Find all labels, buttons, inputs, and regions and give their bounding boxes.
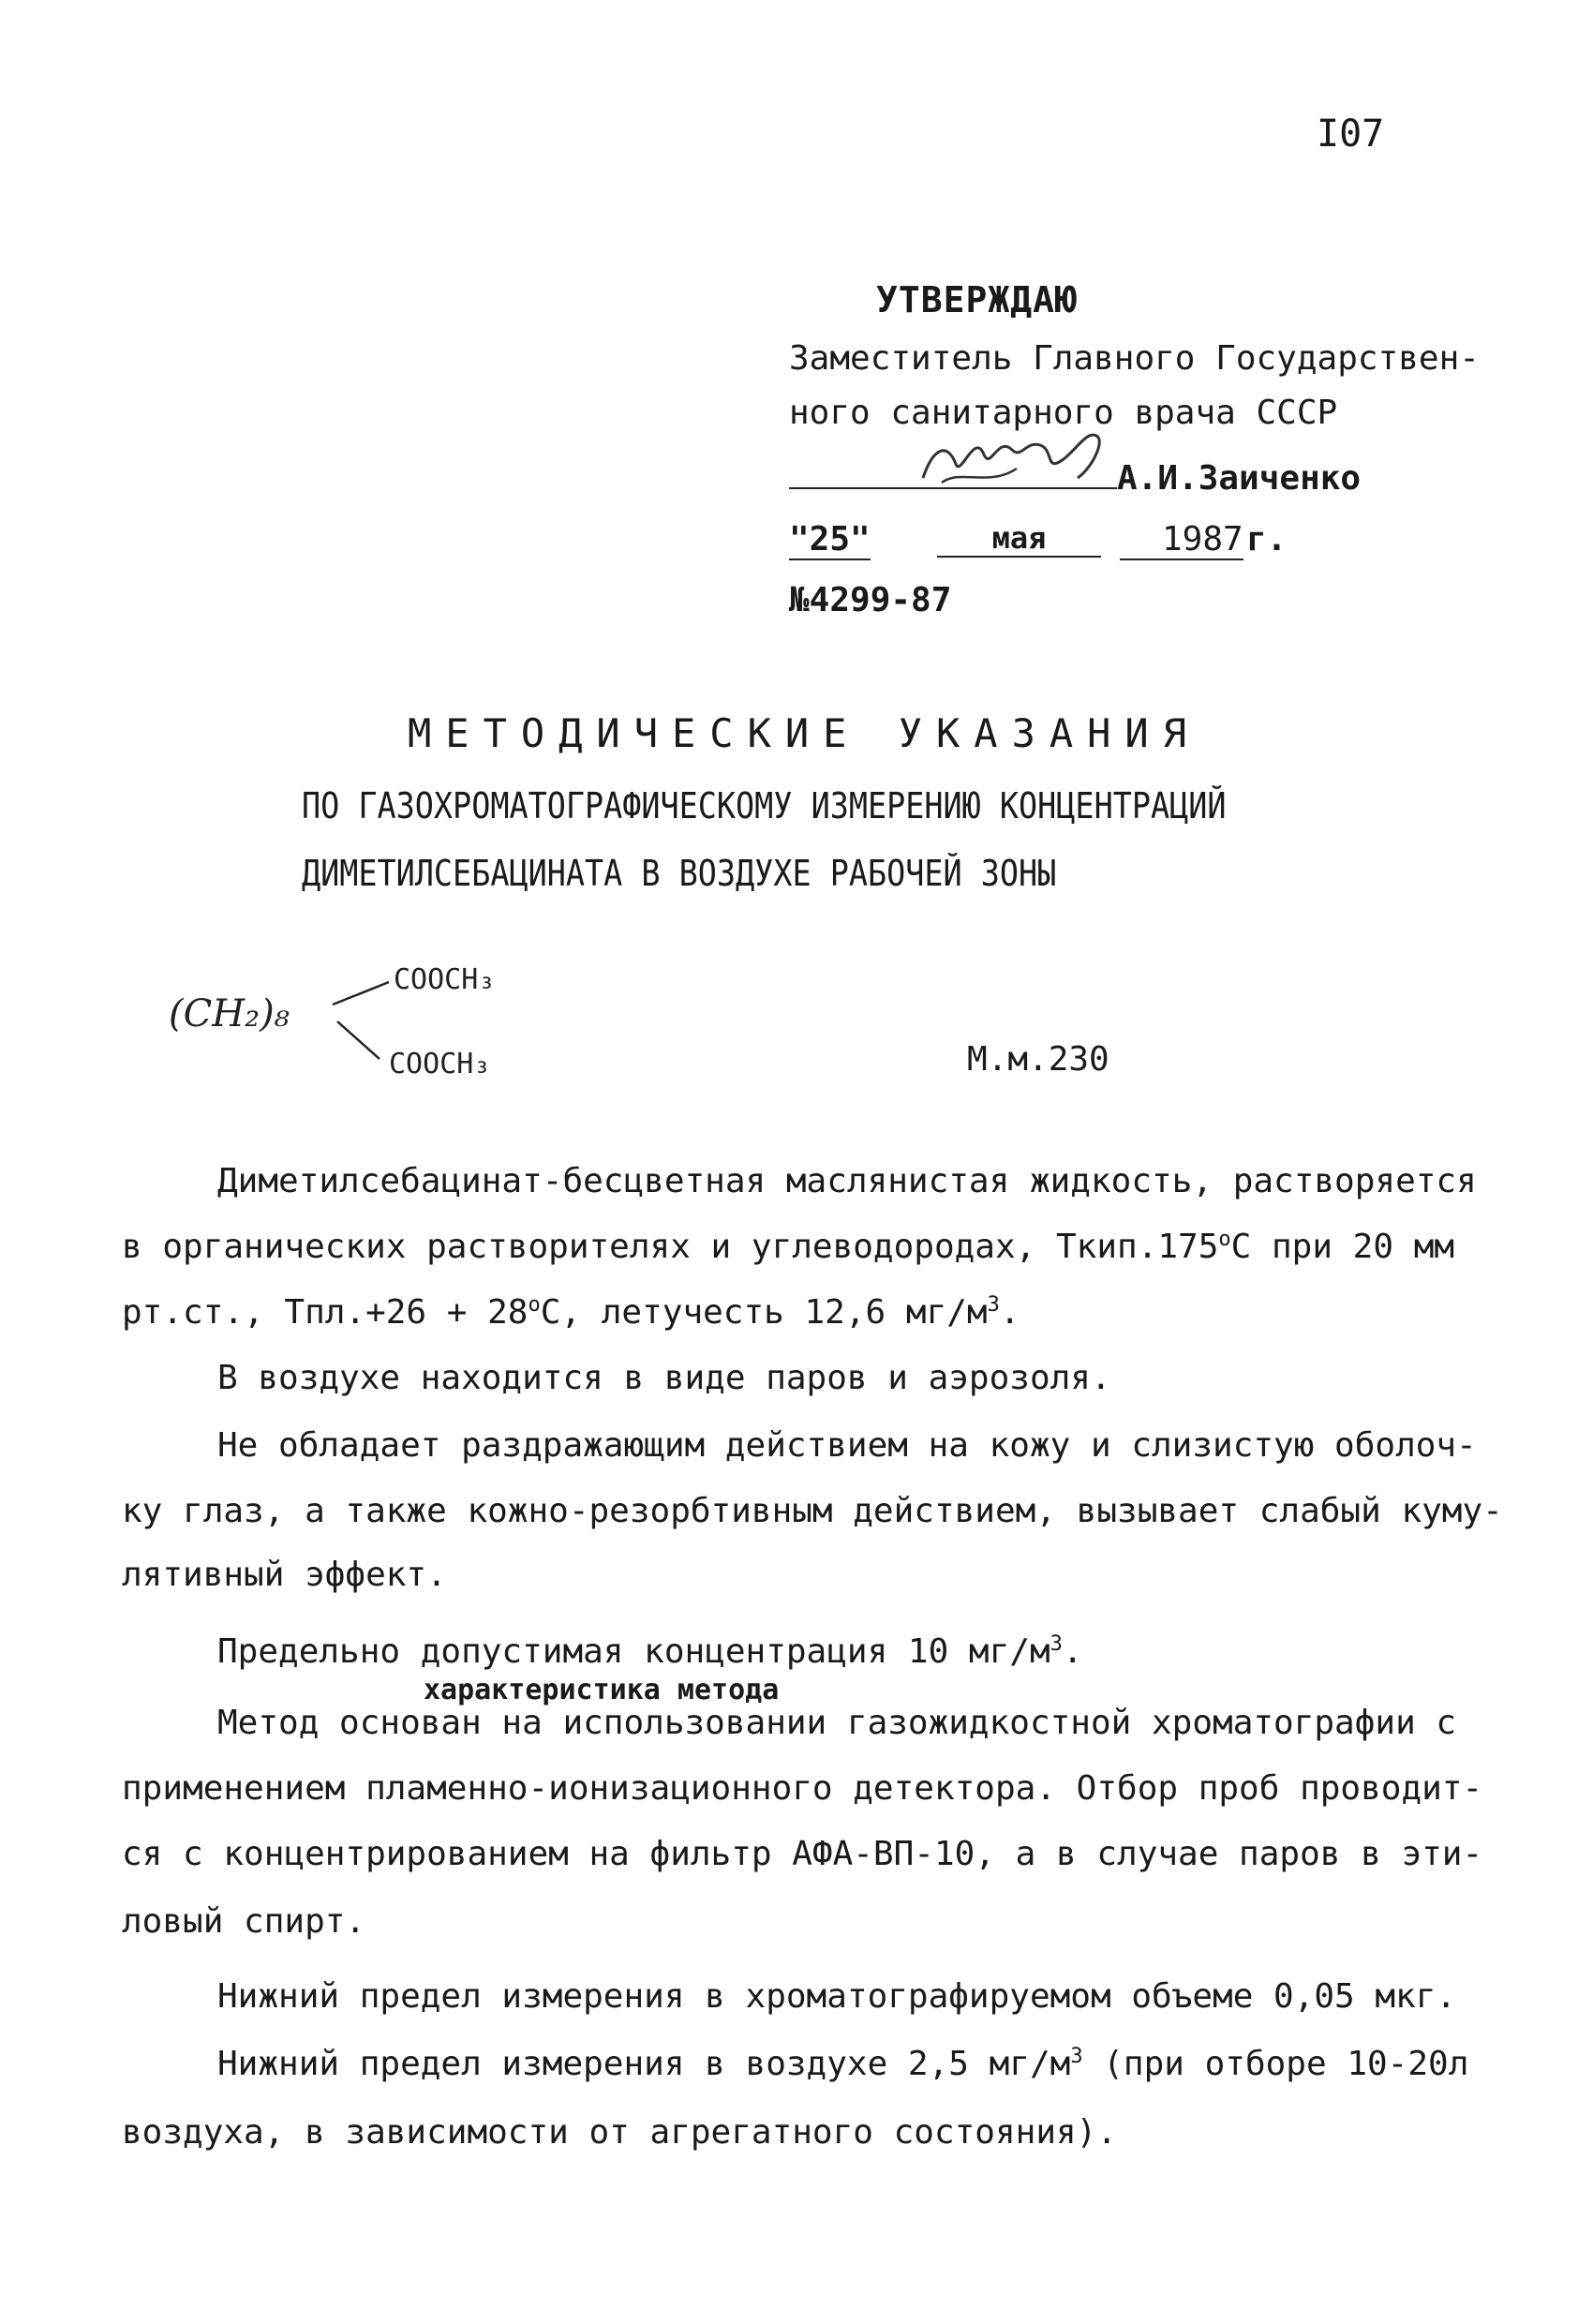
paragraph-3-line-1: Не обладает раздражающим действием на кожу и слизистую оболоч- (217, 1426, 1477, 1465)
formula-bond-bottom (337, 1021, 380, 1059)
document-title: МЕТОДИЧЕСКИЕ УКАЗАНИЯ (408, 710, 1201, 756)
paragraph-1-line-2: в органических растворителях и углеводородах, $Ткип.175^оС$ при 20 мм (122, 1228, 1455, 1266)
approval-date-suffix: г. (1246, 520, 1288, 559)
paragraph-1-line-3: рт.ст., $Тпл.+26 + 28^оС$, летучесть 12,6 $мг/м^3$. (122, 1293, 1020, 1332)
approval-position-line1: Заместитель Главного Государствен- (789, 339, 1480, 378)
formula-chain: (CH₂)₈ (169, 992, 290, 1035)
paragraph-3-line-3: лятивный эффект. (122, 1556, 447, 1594)
paragraph-1-line-1: Диметилсебацинат-бесцветная маслянистая жидкость, растворяется (217, 1162, 1477, 1200)
paragraph-2: В воздухе находится в виде паров и аэрозоля. (217, 1359, 1111, 1397)
paragraph-6: Нижний предел измерения в хроматографируемом объеме 0,05 мкг. (217, 1977, 1457, 2016)
date-day-value: "25" (789, 520, 871, 559)
approval-date-year: 1987 (1120, 520, 1243, 560)
document-subtitle-line1: ПО ГАЗОХРОМАТОГРАФИЧЕСКОМУ ИЗМЕРЕНИЮ КОНЦЕНТРАЦИЙ (302, 785, 1227, 827)
document-subtitle-line2: ДИМЕТИЛСЕБАЦИНАТА В ВОЗДУХЕ РАБОЧЕЙ ЗОНЫ (302, 853, 1057, 894)
paragraph-7-line-1: Нижний предел измерения в воздухе 2,5 $мг/м^3$ (при отборе 10-20л (217, 2045, 1469, 2083)
paragraph-4: Предельно допустимая концентрация 10 $мг/м^3$. (217, 1632, 1083, 1671)
formula-group-bottom: COOCH₃ (389, 1048, 491, 1080)
approval-date-month: мая (937, 520, 1101, 558)
formula-group-top: COOCH₃ (394, 963, 496, 996)
page-number: I07 (1317, 112, 1385, 156)
approval-date-day (789, 520, 871, 559)
paragraph-5-line-2: применением пламенно-ионизационного детектора. Отбор проб проводит- (122, 1769, 1483, 1808)
approval-position-line2: ного санитарного врача СССР (789, 394, 1338, 432)
chemical-formula (159, 946, 581, 1096)
signature-line (789, 487, 1117, 489)
formula-bond-top (333, 982, 389, 1005)
paragraph-5-line-1: Метод основан на использовании газожидкостной хроматографии с (217, 1704, 1457, 1742)
paragraph-3-line-2: ку глаз, а также кожно-резорбтивным действием, вызывает слабый куму- (122, 1492, 1503, 1530)
approval-number: №4299-87 (789, 581, 952, 619)
approval-name: А.И.Заиченко (1117, 459, 1362, 498)
paragraph-5-line-4: ловый спирт. (122, 1902, 366, 1941)
section-heading: характеристика метода (424, 1674, 780, 1706)
molecular-mass: М.м.230 (967, 1040, 1109, 1079)
approval-title: УТВЕРЖДАЮ (876, 279, 1078, 320)
paragraph-5-line-3: ся с концентрированием на фильтр АФА-ВП-10, а в случае паров в эти- (122, 1835, 1483, 1873)
paragraph-7-line-2: воздуха, в зависимости от агрегатного состояния). (122, 2113, 1118, 2152)
